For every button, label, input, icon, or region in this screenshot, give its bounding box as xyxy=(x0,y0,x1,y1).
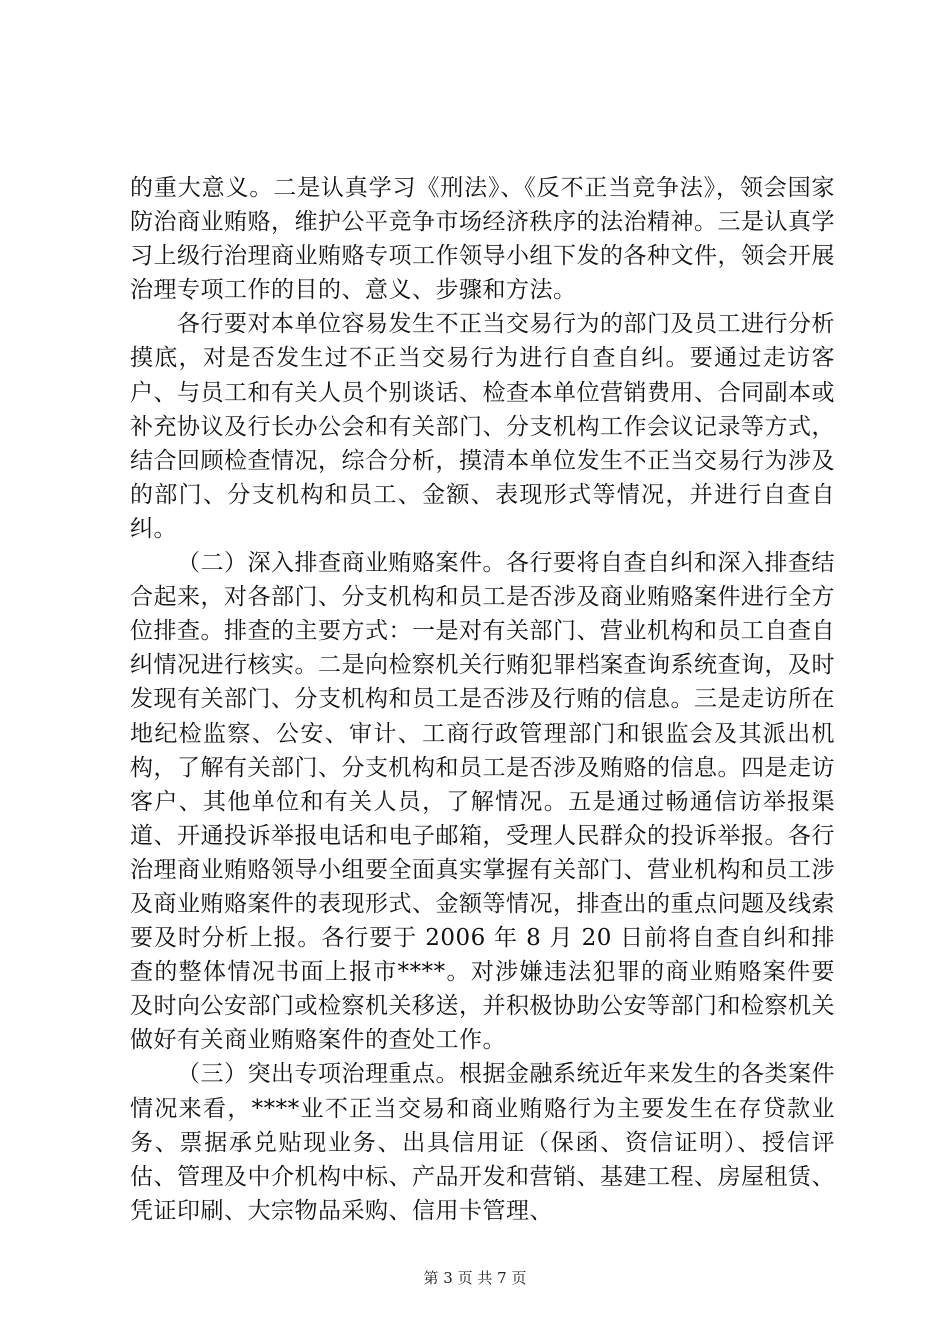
paragraph-key-areas: （三）突出专项治理重点。根据金融系统近年来发生的各类案件情况来看，****业不正当交易和商业贿赂行为主要发生在存贷款业务、票据承兑贴现业务、出具信用证（保函、资信证明）、授信评估、管理及中介机构中标、产品开发和营销、基建工程、房屋租赁、凭证印刷、大宗物品采购、信用卡管理、 xyxy=(130,1061,835,1224)
paragraph-investigation: （二）深入排查商业贿赂案件。各行要将自查自纠和深入排查结合起来，对各部门、分支机构和员工是否涉及商业贿赂案件进行全方位排查。排查的主要方式：一是对有关部门、营业机构和员工自查自纠情况进行核实。二是向检察机关行贿犯罪档案查询系统查询，及时发现有关部门、分支机构和员工是否涉及行贿的信息。三是走访所在地纪检监察、公安、审计、工商行政管理部门和银监会及其派出机构，了解有关部门、分支机构和员工是否涉及贿赂的信息。四是走访客户、其他单位和有关人员，了解情况。五是通过畅通信访举报渠道、开通投诉举报电话和电子邮箱，受理人民群众的投诉举报。各行治理商业贿赂领导小组要全面真实掌握有关部门、营业机构和员工涉及商业贿赂案件的表现形式、金额等情况，排查出的重点问题及线索要及时分析上报。各行要于 2006 年 8 月 20 日前将自查自纠和排查的整体情况书面上报市****。对涉嫌违法犯罪的商业贿赂案件要及时向公安部门或检察机关移送，并积极协助公安等部门和检察机关做好有关商业贿赂案件的查处工作。 xyxy=(130,550,835,1054)
paragraph-self-check: 各行要对本单位容易发生不正当交易行为的部门及员工进行分析摸底，对是否发生过不正当交易行为进行自查自纠。要通过走访客户、与员工和有关人员个别谈话、检查本单位营销费用、合同副本或补充协议及行长办公会和有关部门、分支机构工作会议记录等方式，结合回顾检查情况，综合分析，摸清本单位发生不正当交易行为涉及的部门、分支机构和员工、金额、表现形式等情况，并进行自查自纠。 xyxy=(130,311,835,542)
page-number-footer: 第 3 页 共 7 页 xyxy=(423,1269,527,1287)
paragraph-continuation: 的重大意义。二是认真学习《刑法》、《反不正当竞争法》，领会国家防治商业贿赂，维护公平竞争市场经济秩序的法治精神。三是认真学习上级行治理商业贿赂专项工作领导小组下发的各种文件，领会开展治理专项工作的目的、意义、步骤和方法。 xyxy=(130,175,835,304)
document-body xyxy=(130,171,835,1228)
